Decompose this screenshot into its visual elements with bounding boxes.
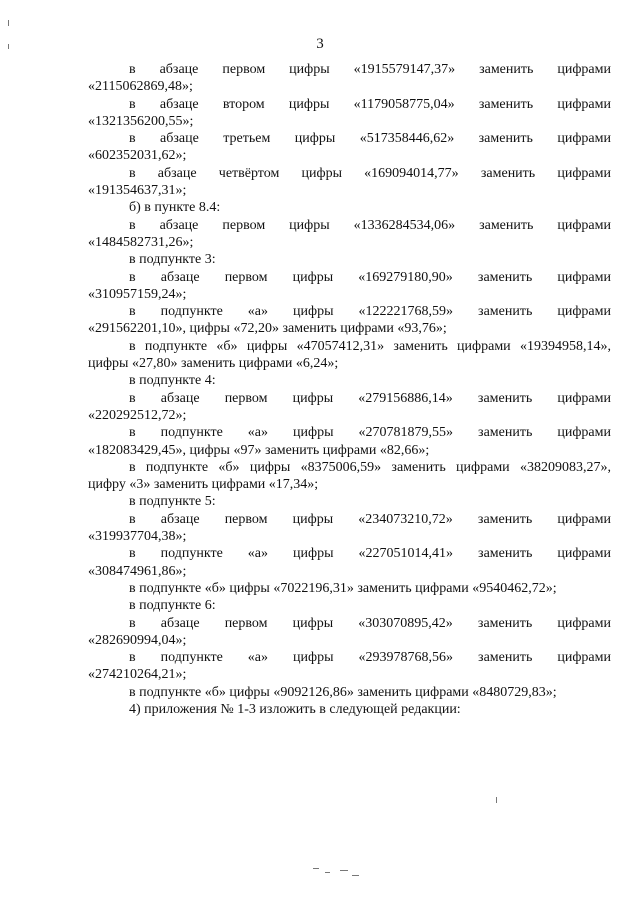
paragraph: в подпункте «а» цифры «270781879,55» заменить цифрами «182083429,45», цифры «97» заменить цифрами «82,66»; <box>88 425 611 458</box>
scan-speck <box>8 20 9 26</box>
paragraph: в абзаце втором цифры «1179058775,04» заменить цифрами «1321356200,55»; <box>88 96 611 129</box>
paragraph: в подпункте «а» цифры «293978768,56» заменить цифрами «274210264,21»; <box>88 650 611 683</box>
paragraph: в подпункте «а» цифры «122221768,59» заменить цифрами «291562201,10», цифры «72,20» заменить цифрами «93,76»; <box>88 304 611 337</box>
paragraph: б) в пункте 8.4: <box>129 200 221 216</box>
scan-speck <box>313 868 319 869</box>
page-number: 3 <box>316 36 324 52</box>
scan-speck <box>496 797 497 803</box>
document-body <box>88 61 611 718</box>
scan-speck <box>352 875 359 876</box>
paragraph: в подпункте «а» цифры «227051014,41» заменить цифрами «308474961,86»; <box>88 546 611 579</box>
scan-speck <box>8 44 9 49</box>
paragraph: в подпункте 4: <box>129 373 216 389</box>
paragraph: в подпункте «б» цифры «9092126,86» заменить цифрами «8480729,83»; <box>129 684 557 700</box>
paragraph: в абзаце первом цифры «1915579147,37» заменить цифрами «2115062869,48»; <box>88 62 611 95</box>
paragraph: в подпункте «б» цифры «8375006,59» заменить цифрами «38209083,27», цифру «3» заменить цифрами «17,34»; <box>88 459 611 493</box>
paragraph: в абзаце первом цифры «234073210,72» заменить цифрами «319937704,38»; <box>88 511 611 545</box>
paragraph: 4) приложения № 1-3 изложить в следующей редакции: <box>129 701 461 717</box>
paragraph: в подпункте 3: <box>129 252 216 268</box>
paragraph: в абзаце первом цифры «279156886,14» заменить цифрами «220292512,72»; <box>88 390 611 423</box>
paragraph: в абзаце первом цифры «303070895,42» заменить цифрами «282690994,04»; <box>88 615 611 648</box>
paragraph: в подпункте «б» цифры «7022196,31» заменить цифрами «9540462,72»; <box>129 580 557 596</box>
scan-speck <box>340 870 348 871</box>
paragraph: в абзаце третьем цифры «517358446,62» заменить цифрами «602352031,62»; <box>88 131 611 164</box>
paragraph: в абзаце четвёртом цифры «169094014,77» заменить цифрами «191354637,31»; <box>88 165 611 199</box>
scan-speck <box>325 872 330 873</box>
paragraph: в подпункте 6: <box>129 598 216 614</box>
paragraph: в подпункте «б» цифры «47057412,31» заменить цифрами «19394958,14», цифры «27,80» заменить цифрами «6,24»; <box>88 338 611 372</box>
paragraph: в абзаце первом цифры «169279180,90» заменить цифрами «310957159,24»; <box>88 269 611 302</box>
paragraph: в абзаце первом цифры «1336284534,06» заменить цифрами «1484582731,26»; <box>88 217 611 250</box>
paragraph: в подпункте 5: <box>129 494 216 510</box>
